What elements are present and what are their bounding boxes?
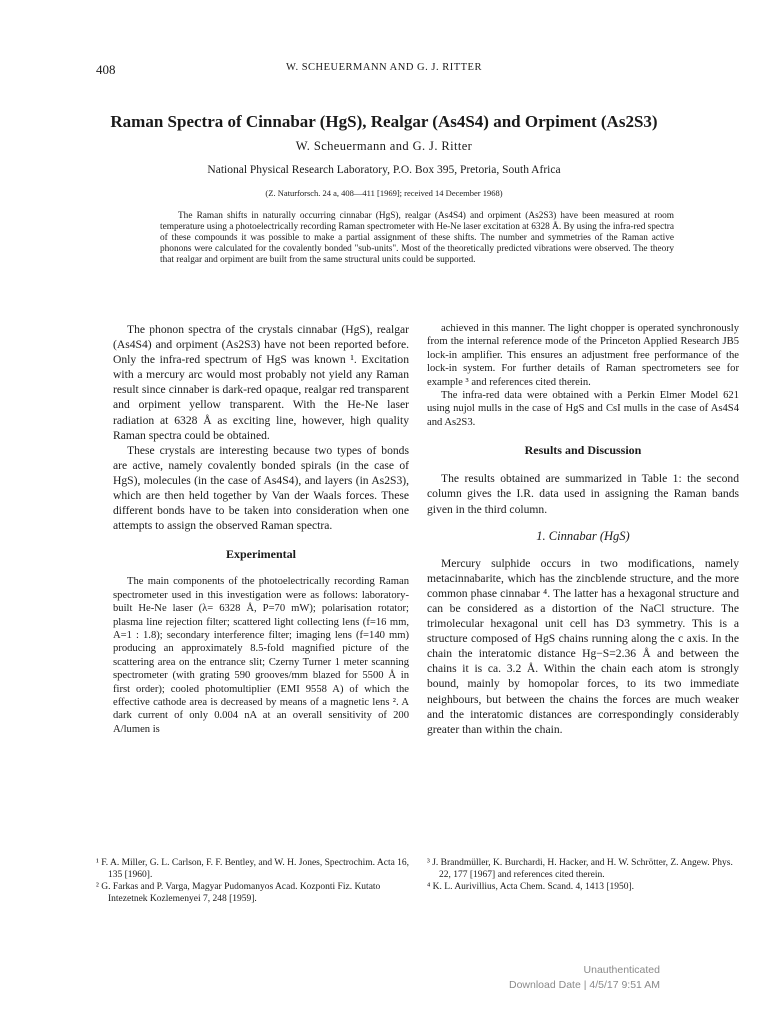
article-title: Raman Spectra of Cinnabar (HgS), Realgar (As4S4) and Orpiment (As2S3): [110, 112, 658, 131]
heading-results: Results and Discussion: [524, 443, 642, 458]
page-number: 408: [96, 62, 116, 77]
abstract: The Raman shifts in naturally occurring cinnabar (HgS), realgar (As4S4) and orpiment (As2S3) have been measured at room temperature using a photoelectrically recording Raman spectrometer with He-Ne laser excitation at 6328 Å. By using the infra-red spectra of these compounds it was possible to make a partial assignment of these shifts. The number and symmetries of the Raman active phonons were calculated for the covalently bonded "sub-units". Most of the theoretically predicted vibrations were observed. The theory that realgar and orpiment are built from the same structural units could be supported.: [160, 211, 674, 265]
download-watermark: [470, 963, 660, 993]
watermark-status: Unauthenticated: [583, 964, 660, 976]
footnote-3: ³ J. Brandmüller, K. Burchardi, H. Hacker, and H. W. Schrötter, Z. Angew. Phys. 22, 177 [1967] and references cited therein.: [427, 858, 733, 880]
experimental-continued: achieved in this manner. The light chopper is operated synchronously from the internal reference mode of the Princeton Applied Research JB5 lock-in amplifier. This ensures an adjustment free performance of the lock-in system. For further details of Raman spectrometers see for example ³ and references cited therein.: [427, 323, 739, 388]
footnotes-right: [427, 858, 743, 895]
intro-paragraph-1: The phonon spectra of the crystals cinnabar (HgS), realgar (As4S4) and orpiment (As2S3) have not been reported before. Only the infra-red spectrum of HgS was known ¹. Excitation with a mercury arc would most probably not yield any Raman result since cinnaber is dark-red opaque, realgar red transparent and orpiment yellow transparent. With the He-Ne laser radiation at 6328 Å as exciting line, however, high quality Raman spectra could be obtained.: [113, 323, 409, 442]
subheading-cinnabar: 1. Cinnabar (HgS): [536, 528, 630, 543]
left-column: [113, 322, 409, 736]
footnote-2: ² G. Farkas and P. Varga, Magyar Pudomanyos Acad. Kozponti Fiz. Kutato Intezetnek Kozlemenyei 7, 248 [1959].: [96, 882, 381, 904]
footnote-4: ⁴ K. L. Aurivillius, Acta Chem. Scand. 4, 1413 [1950].: [427, 882, 635, 892]
heading-experimental: Experimental: [226, 547, 296, 562]
running-header: [96, 62, 672, 78]
intro-paragraph-2: These crystals are interesting because two types of bonds are active, namely covalently bonded spirals (in the case of HgS), molecules (in the case of As4S4), and layers (in As2S3), which are then held together by Van der Waals forces. These different bonds have to be taken into consideration when one attempts to assign the observed Raman spectra.: [113, 443, 409, 533]
experimental-paragraph: The main components of the photoelectrically recording Raman spectrometer used in this investigation were as follows: laboratory-built He-Ne laser (λ= 6328 Å, P=70 mW); polarisation rotator; plasma line rejection filter; scattered light collecting lens (f=16 mm, A=1 : 1.8); secondary interference filter; imaging lens (f=140 mm) producing an approximately 8.5-fold magnified picture of the scattering area on the entrance slit; Czerny Turner 1 meter scanning spectrometer (with grating 590 grooves/mm blazed for 5500 Å in first order); cooled photomultiplier (EMI 9558 A) of which the effective cathode area is decreased by means of a magnetic lens ². A dark current of only 0.004 nA at an overall sensitivity of 200 A/lumen is: [113, 576, 409, 735]
author-line: W. Scheuermann and G. J. Ritter: [295, 139, 473, 153]
right-column: [427, 322, 739, 737]
citation-line: (Z. Naturforsch. 24 a, 408—411 [1969]; received 14 December 1968): [265, 188, 503, 198]
cinnabar-paragraph: Mercury sulphide occurs in two modifications, namely metacinnabarite, which has the zincblende structure, and the more common phase cinnabar ⁴. The latter has a hexagonal structure and can be considered as a distortion of the NaCl structure. The trimolecular hexagonal unit cell has D3 symmetry. This is a structure composed of HgS chains running along the c axis. In the chain the interatomic distance Hg−S=2.36 Å and between the chains it is ca. 3.2 Å. Within the chain each atom is strongly bound, mainly by homopolar forces, to its two immediate neighbours, but between the chains the forces are much weaker and the interatomic distances are correspondingly considerably greater than within the chain.: [427, 556, 739, 736]
watermark-date: Download Date | 4/5/17 9:51 AM: [509, 979, 660, 991]
running-head: W. SCHEUERMANN AND G. J. RITTER: [286, 62, 482, 73]
footnote-1: ¹ F. A. Miller, G. L. Carlson, F. F. Bentley, and W. H. Jones, Spectrochim. Acta 16, 135 [1960].: [96, 858, 410, 880]
infrared-paragraph: The infra-red data were obtained with a Perkin Elmer Model 621 using nujol mulls in the case of HgS and CsI mulls in the case of As4S4 and As2S3.: [427, 390, 739, 428]
footnotes-left: [96, 858, 412, 906]
results-paragraph: The results obtained are summarized in Table 1: the second column gives the I.R. data used in assigning the Raman bands given in the third column.: [427, 472, 739, 516]
affiliation: National Physical Research Laboratory, P.O. Box 395, Pretoria, South Africa: [207, 164, 561, 176]
